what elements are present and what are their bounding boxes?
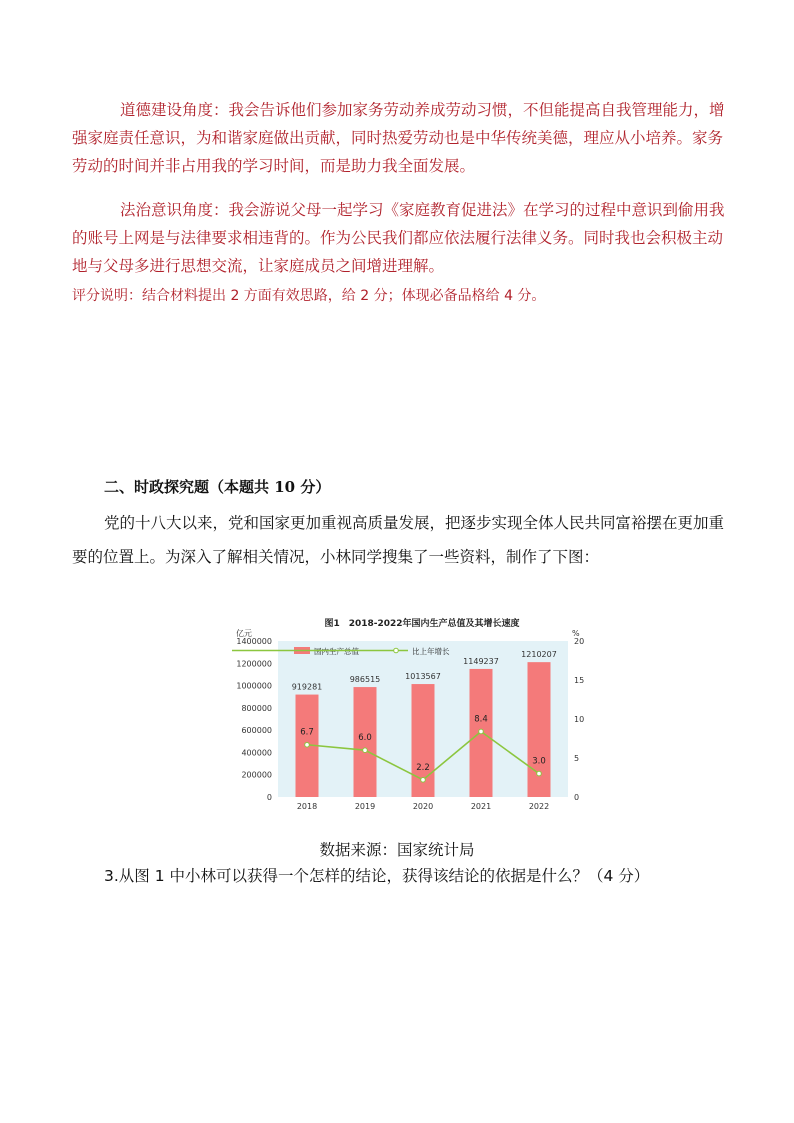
- x-tick-label: 2019: [354, 802, 376, 811]
- growth-point: [421, 778, 426, 783]
- x-tick-label: 2018: [296, 802, 318, 811]
- growth-value-label: 3.0: [532, 756, 546, 767]
- answer-moral-paragraph: 道德建设角度：我会告诉他们参加家务劳动养成劳动习惯，不但能提高自我管理能力，增强家庭责任意识，为和谐家庭做出贡献，同时热爱劳动也是中华传统美德，理应从小培养。家务劳动的时间并非占用我的学习时间，而是助力我全面发展。: [72, 101, 725, 175]
- legend-bar-label: 国内生产总值: [314, 647, 359, 656]
- left-tick-label: 1000000: [236, 681, 272, 691]
- left-tick-label: 800000: [241, 703, 272, 713]
- left-axis-unit: 亿元: [236, 629, 252, 638]
- growth-point: [479, 729, 484, 734]
- x-tick-label: 2020: [412, 802, 434, 811]
- section-intro: 党的十八大以来，党和国家更加重视高质量发展，把逐步实现全体人民共同富裕摆在更加重要的位置上。为深入了解相关情况，小林同学搜集了一些资料，制作了下图：: [72, 514, 725, 566]
- left-tick-label: 200000: [241, 770, 272, 780]
- right-tick-label: 15: [574, 676, 585, 685]
- gdp-chart: [232, 612, 588, 820]
- left-tick-label: 400000: [241, 748, 272, 758]
- gdp-value-label: 1149237: [463, 656, 499, 666]
- left-tick-label: 1400000: [236, 637, 272, 646]
- x-tick-label: 2021: [470, 802, 492, 811]
- chart-title: 图1 2018-2022年国内生产总值及其增长速度: [324, 619, 520, 629]
- question-3: 3.从图 1 中小林可以获得一个怎样的结论，获得该结论的依据是什么？（4 分）: [104, 867, 650, 885]
- growth-value-label: 6.7: [300, 727, 314, 738]
- growth-value-label: 8.4: [474, 714, 488, 725]
- growth-point: [537, 771, 542, 776]
- right-tick-label: 0: [574, 793, 580, 802]
- section-title: 二、时政探究题（本题共 10 分）: [104, 478, 331, 496]
- legend-line-marker: [394, 648, 399, 653]
- chart-source: 数据来源：国家统计局: [319, 841, 475, 859]
- gdp-value-label: 1013567: [405, 672, 441, 682]
- right-axis-unit: %: [572, 629, 580, 638]
- right-tick-label: 10: [574, 715, 585, 724]
- left-tick-label: 1200000: [236, 659, 272, 669]
- left-tick-label: 600000: [241, 726, 272, 736]
- left-tick-label: 0: [266, 793, 272, 802]
- gdp-value-label: 1210207: [521, 650, 557, 660]
- answer-law-paragraph: 法治意识角度：我会游说父母一起学习《家庭教育促进法》在学习的过程中意识到偷用我的账号上网是与法律要求相违背的。作为公民我们都应依法履行法律义务。同时我也会积极主动地与父母多进行思想交流，让家庭成员之间增进理解。: [72, 201, 725, 275]
- gdp-value-label: 986515: [349, 675, 381, 685]
- gdp-bar: [528, 662, 551, 797]
- growth-value-label: 6.0: [358, 733, 372, 744]
- right-tick-label: 20: [574, 637, 585, 646]
- x-tick-label: 2022: [528, 802, 550, 811]
- scoring-note: 评分说明：结合材料提出 2 方面有效思路，给 2 分；体现必备品格给 4 分。: [72, 288, 546, 304]
- right-tick-label: 5: [574, 754, 580, 763]
- gdp-value-label: 919281: [291, 682, 323, 692]
- growth-value-label: 2.2: [416, 762, 430, 773]
- legend-line-label: 比上年增长: [412, 647, 450, 656]
- growth-point: [305, 742, 310, 747]
- growth-point: [363, 748, 368, 753]
